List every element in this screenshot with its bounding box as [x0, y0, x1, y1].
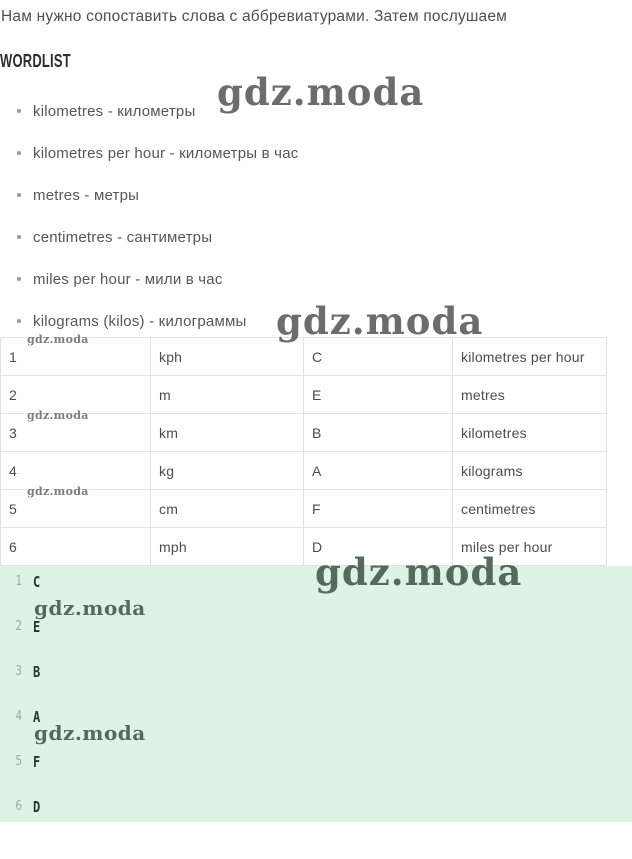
wordlist-item: [0, 132, 470, 174]
cell-abbreviation: kph: [151, 338, 304, 376]
wordlist-item: [0, 90, 470, 132]
matching-table: [0, 337, 607, 566]
answer-item: [0, 710, 632, 755]
table-row: [1, 338, 607, 376]
answer-number: 5: [15, 754, 22, 769]
answer-item: [0, 665, 632, 710]
wordlist-item-text: kilograms (kilos) - килограммы: [33, 312, 247, 330]
cell-letter: F: [304, 490, 453, 528]
answers-section: [0, 566, 632, 822]
cell-word: kilograms: [453, 452, 607, 490]
cell-abbreviation: mph: [151, 528, 304, 566]
watermark: gdz.moda: [27, 485, 89, 498]
answer-letter: F: [33, 753, 41, 771]
answer-item: [0, 800, 632, 845]
bullet-icon: [17, 193, 21, 197]
wordlist-item-text: miles per hour - мили в час: [33, 270, 223, 288]
cell-letter: E: [304, 376, 453, 414]
matching-table-body: [1, 338, 607, 566]
cell-number: 3: [1, 414, 151, 452]
answer-number: 2: [15, 619, 22, 634]
wordlist-item-text: centimetres - сантиметры: [33, 228, 213, 246]
cell-abbreviation: kg: [151, 452, 304, 490]
watermark: gdz.moda: [315, 550, 523, 594]
wordlist: [0, 90, 470, 342]
table-row: [1, 452, 607, 490]
cell-letter: B: [304, 414, 453, 452]
cell-letter: A: [304, 452, 453, 490]
wordlist-item: [0, 174, 470, 216]
answer-number: 1: [15, 574, 22, 589]
answer-item: [0, 620, 632, 665]
wordlist-item: [0, 216, 470, 258]
wordlist-item-text: metres - метры: [33, 186, 140, 204]
cell-word: centimetres: [453, 490, 607, 528]
bullet-icon: [17, 109, 21, 113]
watermark: gdz.moda: [217, 70, 425, 114]
cell-abbreviation: cm: [151, 490, 304, 528]
watermark: gdz.moda: [27, 333, 89, 346]
bullet-icon: [17, 151, 21, 155]
wordlist-item: [0, 300, 470, 342]
wordlist-heading: WORDLIST: [0, 51, 71, 71]
cell-number: 2: [1, 376, 151, 414]
answer-number: 3: [15, 664, 22, 679]
answer-number: 6: [15, 799, 22, 814]
watermark: gdz.moda: [34, 596, 146, 620]
cell-number: 5: [1, 490, 151, 528]
cell-number: 6: [1, 528, 151, 566]
answer-letter: E: [33, 618, 41, 636]
answer-letter: A: [33, 708, 41, 726]
table-row: [1, 528, 607, 566]
wordlist-item: [0, 258, 470, 300]
bullet-icon: [17, 277, 21, 281]
answer-item: [0, 575, 632, 620]
answer-letter: C: [33, 573, 41, 591]
bullet-icon: [17, 235, 21, 239]
cell-number: 4: [1, 452, 151, 490]
wordlist-item-text: kilometres - километры: [33, 102, 196, 120]
cell-word: kilometres per hour: [453, 338, 607, 376]
answer-letter: D: [33, 798, 41, 816]
cell-letter: D: [304, 528, 453, 566]
table-row: [1, 414, 607, 452]
answer-letter: B: [33, 663, 41, 681]
cell-abbreviation: m: [151, 376, 304, 414]
watermark: gdz.moda: [27, 409, 89, 422]
cell-word: miles per hour: [453, 528, 607, 566]
watermark: gdz.moda: [34, 721, 146, 745]
answers-list: [0, 575, 632, 845]
answer-number: 4: [15, 709, 22, 724]
cell-word: metres: [453, 376, 607, 414]
bullet-icon: [17, 319, 21, 323]
answer-item: [0, 755, 632, 800]
cell-letter: C: [304, 338, 453, 376]
cell-word: kilometres: [453, 414, 607, 452]
cell-abbreviation: km: [151, 414, 304, 452]
watermark: gdz.moda: [276, 299, 484, 343]
task-description: Нам нужно сопоставить слова с аббревиатурами. Затем послушаем: [1, 8, 508, 25]
table-row: [1, 490, 607, 528]
cell-number: 1: [1, 338, 151, 376]
table-row: [1, 376, 607, 414]
wordlist-item-text: kilometres per hour - километры в час: [33, 144, 299, 162]
